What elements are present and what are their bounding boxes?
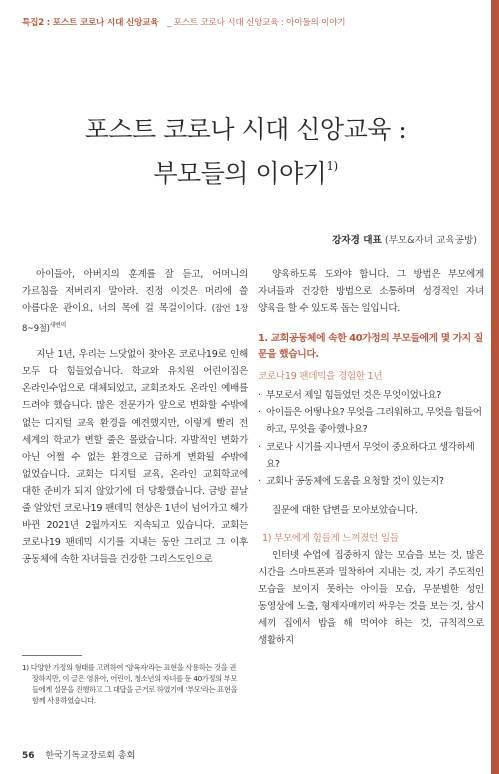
body-paragraph: 지난 1년, 우리는 느닷없이 찾아온 코로나19로 인해 모두 다 힘들었습니다. 학교와 유치원 어린이집은 온라인수업으로 대체되었고, 교회조차도 온라인 예배를 드려야 했습니다. 많은 전문가가 앞으로 변화할 수밖에 없는 디지털 교육 환경을 예견했지만, 이렇게 빨리 전 세계의 학교가 변할 줄은 몰랐습니다. 자발적인 변화가 아닌 어쩔 수 없는 환경으로 급하게 변화될 수밖에 없었습니다. 교회는 디지털 교육, 온라인 교회학교에 대한 준비가 되지 않았기에 더 당황했습니다. 금방 끝날 줄 알았던 코로나19 팬데믹 현상은 1년이 넘어가고 해가 바뀐 2021년 2월까지도 지속되고 있습니다. 교회는 코로나19 팬데믹 시기를 지내는 동안 그리고 그 이후 공동체에 속한 자녀들을 건강한 그리스도인으로: [22, 349, 248, 566]
title-footnote-ref[interactable]: 1): [326, 159, 338, 173]
list-item: · 아이들은 어떻나요? 무엇을 그리워하고, 무엇을 힘들어하고, 무엇을 좋아했나요?: [258, 404, 484, 438]
footnote-text: 다양한 가정의 형태를 고려하여 '양육자'라는 표현을 사용하는 것을 권장하지만, 이 글은 영유아, 어린이, 청소년의 자녀를 둔 40가정의 부모들에게 설문을 진행하고 그 대답을 근거로 하였기에 '부모'라는 표현을 함께 사용하였습니다.: [30, 663, 238, 705]
citation-text: (잠언 1장 8~9절): [22, 303, 248, 334]
section-subtitle: _ 포스트 코로나 시대 신앙교육 : 아이들의 이야기: [166, 18, 346, 28]
page-footer: [22, 748, 135, 761]
scripture-text: 아이들아, 아버지의 훈계를 잘 듣고, 어머니의 가르침을 저버리지 말아라. 진정 이것은 머리에 쓸 아름다운 관이요, 너의 목에 걸 목걸이이다.: [22, 269, 248, 315]
scripture-paragraph: [22, 266, 248, 337]
author-affiliation: (부모&자녀 교육공방): [384, 235, 477, 246]
subsection-heading: 1) 부모에게 힘들게 느껴졌던 일들: [262, 532, 399, 544]
footnote-number: 1): [22, 663, 29, 672]
answers-paragraph: 인터넷 수업에 집중하지 않는 모습을 보는 것, 많은 시간을 스마트폰과 밀착하여 지내는 것, 자기 주도적인 모습을 보이지 못하는 아이들 모습, 무분별한 성인 동영상에 노출, 형제자매끼리 싸우는 것을 보는 것, 삼시 세끼 집에서 밥을 해 먹여야 하는 것, 규칙적으로 생활하지: [258, 549, 484, 647]
footnote-body: [22, 662, 238, 706]
left-column: [22, 266, 248, 568]
article-title: [0, 112, 491, 192]
page-number: 56: [22, 751, 35, 761]
author-name: 강자경 대표: [332, 235, 382, 246]
section-header: [22, 16, 345, 28]
summary-paragraph: 질문에 대한 답변을 모아보았습니다.: [272, 504, 418, 516]
list-item: · 코로나 시기를 지나면서 무엇이 중요하다고 생각하세요?: [258, 439, 484, 473]
list-item: · 교회나 공동체에 도움을 요청할 것이 있는지?: [258, 473, 484, 490]
list-item: · 부모로서 제일 힘들었던 것은 무엇이었나요?: [258, 387, 484, 404]
title-line-2: [0, 148, 491, 192]
decorative-side-strip: [491, 0, 499, 774]
right-column: [258, 266, 484, 650]
section-label: 특집2 : 포스트 코로나 시대 신앙교육: [22, 18, 159, 28]
question-list: [258, 387, 484, 490]
publication-name: 한국기독교장로회 총회: [45, 751, 136, 761]
title-line-2-text: 부모들의 이야기: [153, 159, 327, 188]
author-byline: [332, 232, 477, 246]
title-line-1: 포스트 코로나 시대 신앙교육 :: [84, 115, 407, 144]
footnote-divider: [22, 655, 82, 656]
section-heading: 1. 교회공동체에 속한 40가정의 부모들에게 몇 가지 질문을 했습니다.: [258, 333, 483, 361]
citation-version: 새번역: [49, 322, 67, 330]
footnote: [22, 662, 238, 706]
section-subheading: 코로나19 팬데믹을 경험한 1년: [258, 371, 383, 383]
body-paragraph-continued: 양육하도록 도와야 합니다. 그 방법은 부모에게 자녀들과 건강한 방법으로 소통하며 성경적인 자녀 양육을 할 수 있도록 돕는 일입니다.: [258, 269, 484, 315]
